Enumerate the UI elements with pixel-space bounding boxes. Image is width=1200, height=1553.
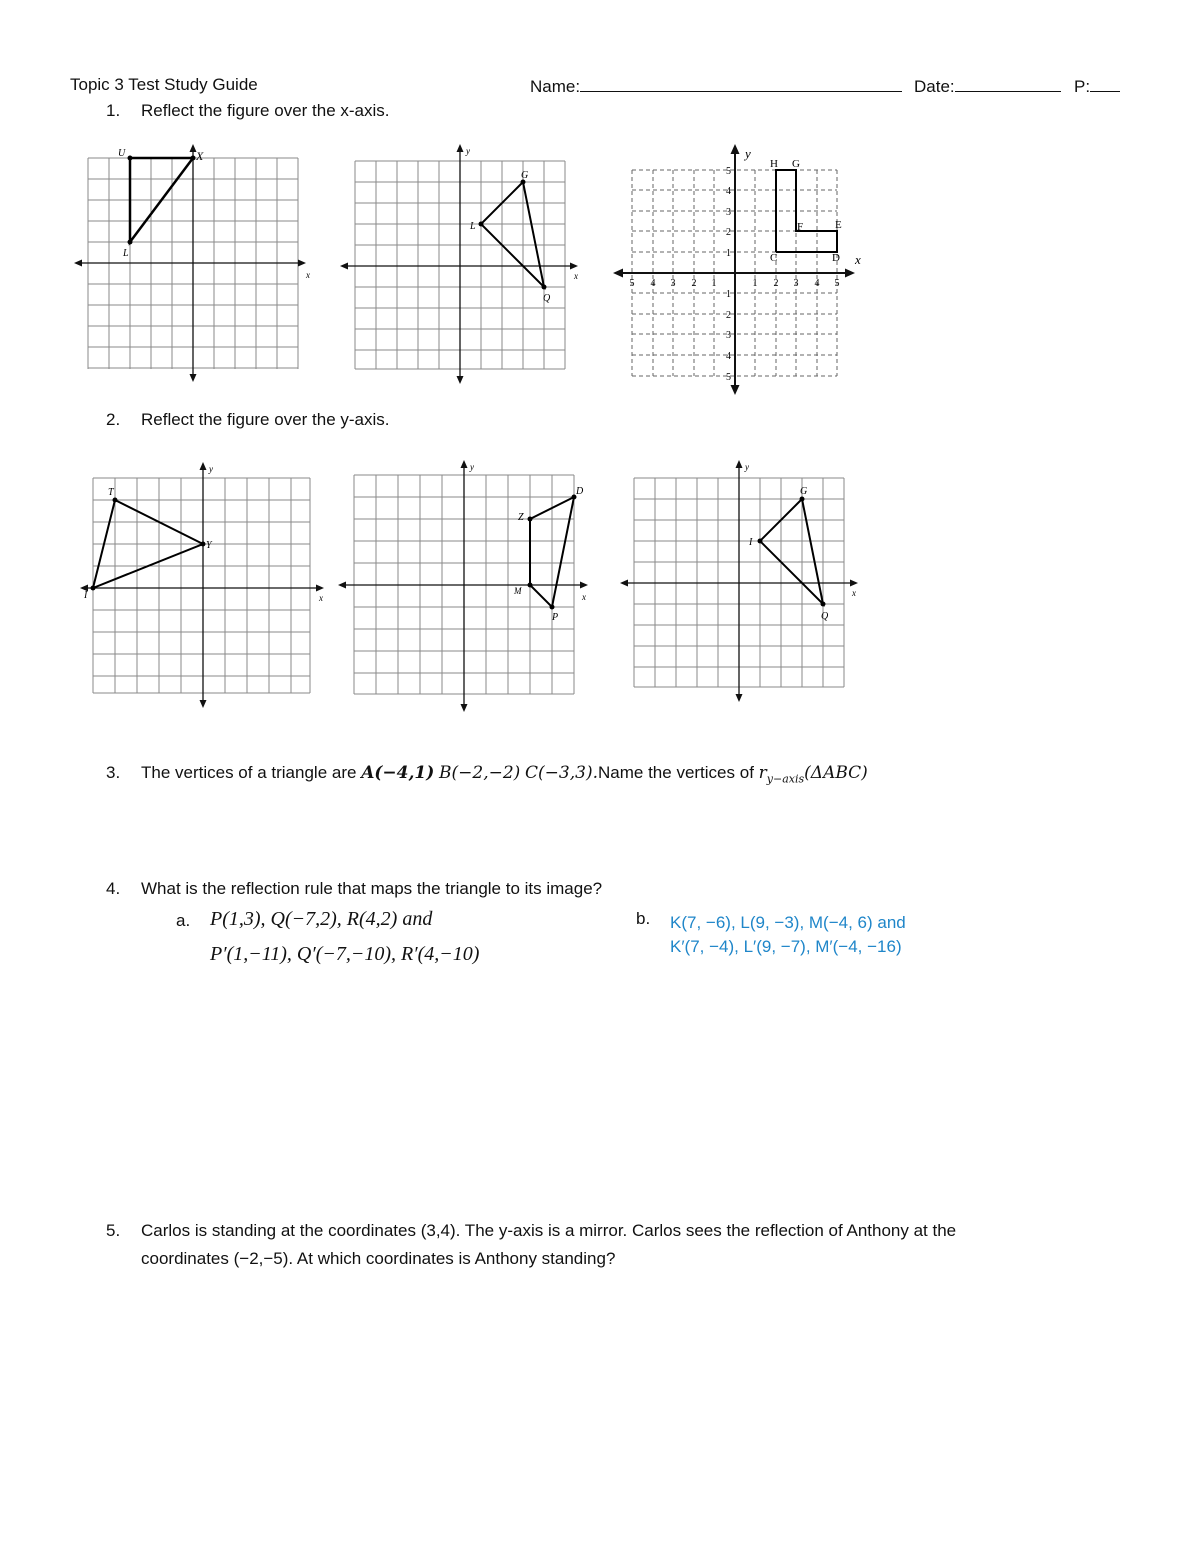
graph-1 — [70, 140, 320, 390]
graph-3-vertex-e: E — [835, 219, 842, 231]
reflection-subscript: y−axis — [766, 772, 805, 786]
question-3-text-pre: The vertices of a triangle are — [141, 763, 357, 782]
vertex-c: C(−3,3). — [525, 763, 599, 783]
graph-3-y-tick: 4 — [726, 351, 731, 362]
graph-2-points — [479, 180, 547, 290]
question-4a-line2-text: P′(1,−11), Q′(−7,−10), R′(4,−10) — [210, 943, 480, 965]
graph-3-x-tick: 3 — [670, 278, 676, 289]
vertex-a: A(−4,1) — [361, 763, 435, 783]
question-5 — [106, 1221, 956, 1241]
question-4-text: What is the reflection rule that maps the triangle to its image? — [141, 879, 603, 898]
graph-3-x-tick: 1 — [752, 278, 758, 289]
graph-4-vertex-t: T — [108, 487, 114, 498]
graph-3-y-tick: 5 — [726, 166, 731, 177]
graph-2-vertex-l: L — [470, 221, 476, 232]
graph-3-y-label: y — [745, 146, 751, 161]
date-blank[interactable] — [955, 75, 1061, 92]
question-4b-label: b. — [636, 909, 651, 928]
graph-4 — [78, 460, 333, 715]
graph-1-vertex-u: U — [118, 148, 126, 159]
graph-3-x-tick: 1 — [711, 278, 717, 289]
graph-1-axes — [78, 148, 302, 378]
graph-5-vertex-p: P — [552, 612, 559, 623]
graph-2-y-label: y — [466, 146, 470, 156]
graph-6-vertex-g: G — [800, 486, 808, 497]
question-1-number: 1. — [106, 101, 121, 120]
graph-3-vertex-f: F — [797, 221, 804, 233]
graph-3-y-tick: 5 — [726, 372, 731, 383]
graph-3-y-tick: 2 — [726, 310, 731, 321]
graph-6-vertex-i: I — [749, 537, 753, 548]
graph-4-vertex-y: Y — [206, 540, 212, 551]
graph-4-vertex-i: I — [84, 590, 88, 601]
graph-3-vertex-g: G — [792, 158, 800, 170]
graph-2-vertex-g: G — [521, 170, 529, 181]
graph-3-y-tick: 4 — [726, 186, 731, 197]
reflection-r: r — [758, 763, 767, 783]
graph-3-x-tick: 2 — [773, 278, 779, 289]
graph-3-x-label: x — [855, 252, 861, 267]
graph-5-vertex-m: M — [514, 586, 522, 596]
graph-6-x-label: x — [852, 588, 856, 598]
graph-4-grid — [93, 478, 310, 693]
period-label: P: — [1074, 77, 1091, 96]
date-field[interactable] — [914, 75, 1061, 97]
graph-3-figure — [776, 170, 837, 252]
date-label: Date: — [914, 77, 955, 96]
question-3 — [106, 763, 868, 785]
question-3-text-mid: Name the vertices of — [598, 763, 754, 782]
graph-3-vertex-d: D — [832, 252, 840, 264]
graph-3-x-tick: 5 — [629, 278, 635, 289]
period-field[interactable] — [1074, 75, 1120, 97]
graph-2 — [338, 140, 588, 390]
graph-3-y-ticks — [726, 166, 731, 383]
question-5-line1: Carlos is standing at the coordinates (3,4). The y-axis is a mirror. Carlos sees the reflection of Anthony at the — [141, 1221, 957, 1240]
question-4a-line1 — [210, 908, 432, 931]
graph-3-x-tick: 3 — [793, 278, 799, 289]
graph-3-x-tick: 4 — [650, 278, 656, 289]
question-5-line2: coordinates (−2,−5). At which coordinates is Anthony standing? — [141, 1249, 616, 1268]
graph-6-points — [758, 497, 826, 607]
name-field[interactable] — [530, 75, 902, 97]
graph-3-y-tick: 2 — [726, 227, 731, 238]
graph-1-vertex-l: L — [123, 248, 129, 259]
graph-6-vertex-q: Q — [821, 611, 829, 622]
graph-6-y-label: y — [745, 462, 749, 472]
question-4b-line2: K′(7, −4), L′(9, −7), M′(−4, −16) — [670, 937, 902, 956]
graph-1-x-label: x — [306, 270, 310, 280]
graph-1-vertex-x: X — [196, 149, 204, 163]
graph-5-vertex-d: D — [576, 486, 584, 497]
graph-3-x-tick: 2 — [691, 278, 697, 289]
question-4 — [106, 879, 602, 899]
question-4-number: 4. — [106, 879, 121, 898]
vertex-b: B(−2,−2) — [439, 763, 521, 783]
graph-3-y-tick: 1 — [726, 289, 731, 300]
question-4a-line2 — [210, 943, 479, 966]
question-1 — [106, 101, 390, 121]
graph-4-y-label: y — [209, 464, 213, 474]
question-2 — [106, 410, 390, 430]
graph-6-figure — [760, 499, 823, 604]
question-2-text: Reflect the figure over the y-axis. — [141, 410, 390, 429]
graph-3-y-tick: 1 — [726, 248, 731, 259]
graph-2-x-label: x — [574, 271, 578, 281]
graph-6 — [618, 458, 868, 708]
graph-5 — [336, 458, 596, 718]
question-4a-line1-text: P(1,3), Q(−7,2), R(4,2) and — [210, 908, 433, 930]
graph-5-axes — [342, 464, 584, 708]
question-2-number: 2. — [106, 410, 121, 429]
graph-2-vertex-q: Q — [543, 293, 551, 304]
reflection-argument: (ΔABC) — [804, 763, 868, 783]
question-4b-line1: K(7, −6), L(9, −3), M(−4, 6) and — [670, 913, 906, 932]
graph-3-x-tick: 5 — [834, 278, 840, 289]
question-4a-label: a. — [176, 911, 191, 930]
graph-3-y-tick: 3 — [726, 330, 731, 341]
question-1-text: Reflect the figure over the x-axis. — [141, 101, 390, 120]
period-blank[interactable] — [1090, 75, 1120, 92]
graph-5-vertex-z: Z — [518, 512, 524, 523]
name-blank[interactable] — [580, 75, 902, 92]
graph-3-vertex-h: H — [770, 158, 778, 170]
name-label: Name: — [530, 77, 581, 96]
graph-3-x-tick: 4 — [814, 278, 820, 289]
graph-3-y-tick: 3 — [726, 207, 731, 218]
page-title: Topic 3 Test Study Guide — [70, 75, 258, 94]
question-5-number: 5. — [106, 1221, 121, 1240]
question-3-number: 3. — [106, 763, 121, 782]
graph-5-x-label: x — [582, 592, 586, 602]
graph-2-figure — [481, 182, 544, 287]
graph-4-x-label: x — [319, 593, 323, 603]
graph-5-y-label: y — [470, 462, 474, 472]
graph-3-vertex-c: C — [770, 252, 778, 264]
graph-3 — [610, 140, 870, 400]
